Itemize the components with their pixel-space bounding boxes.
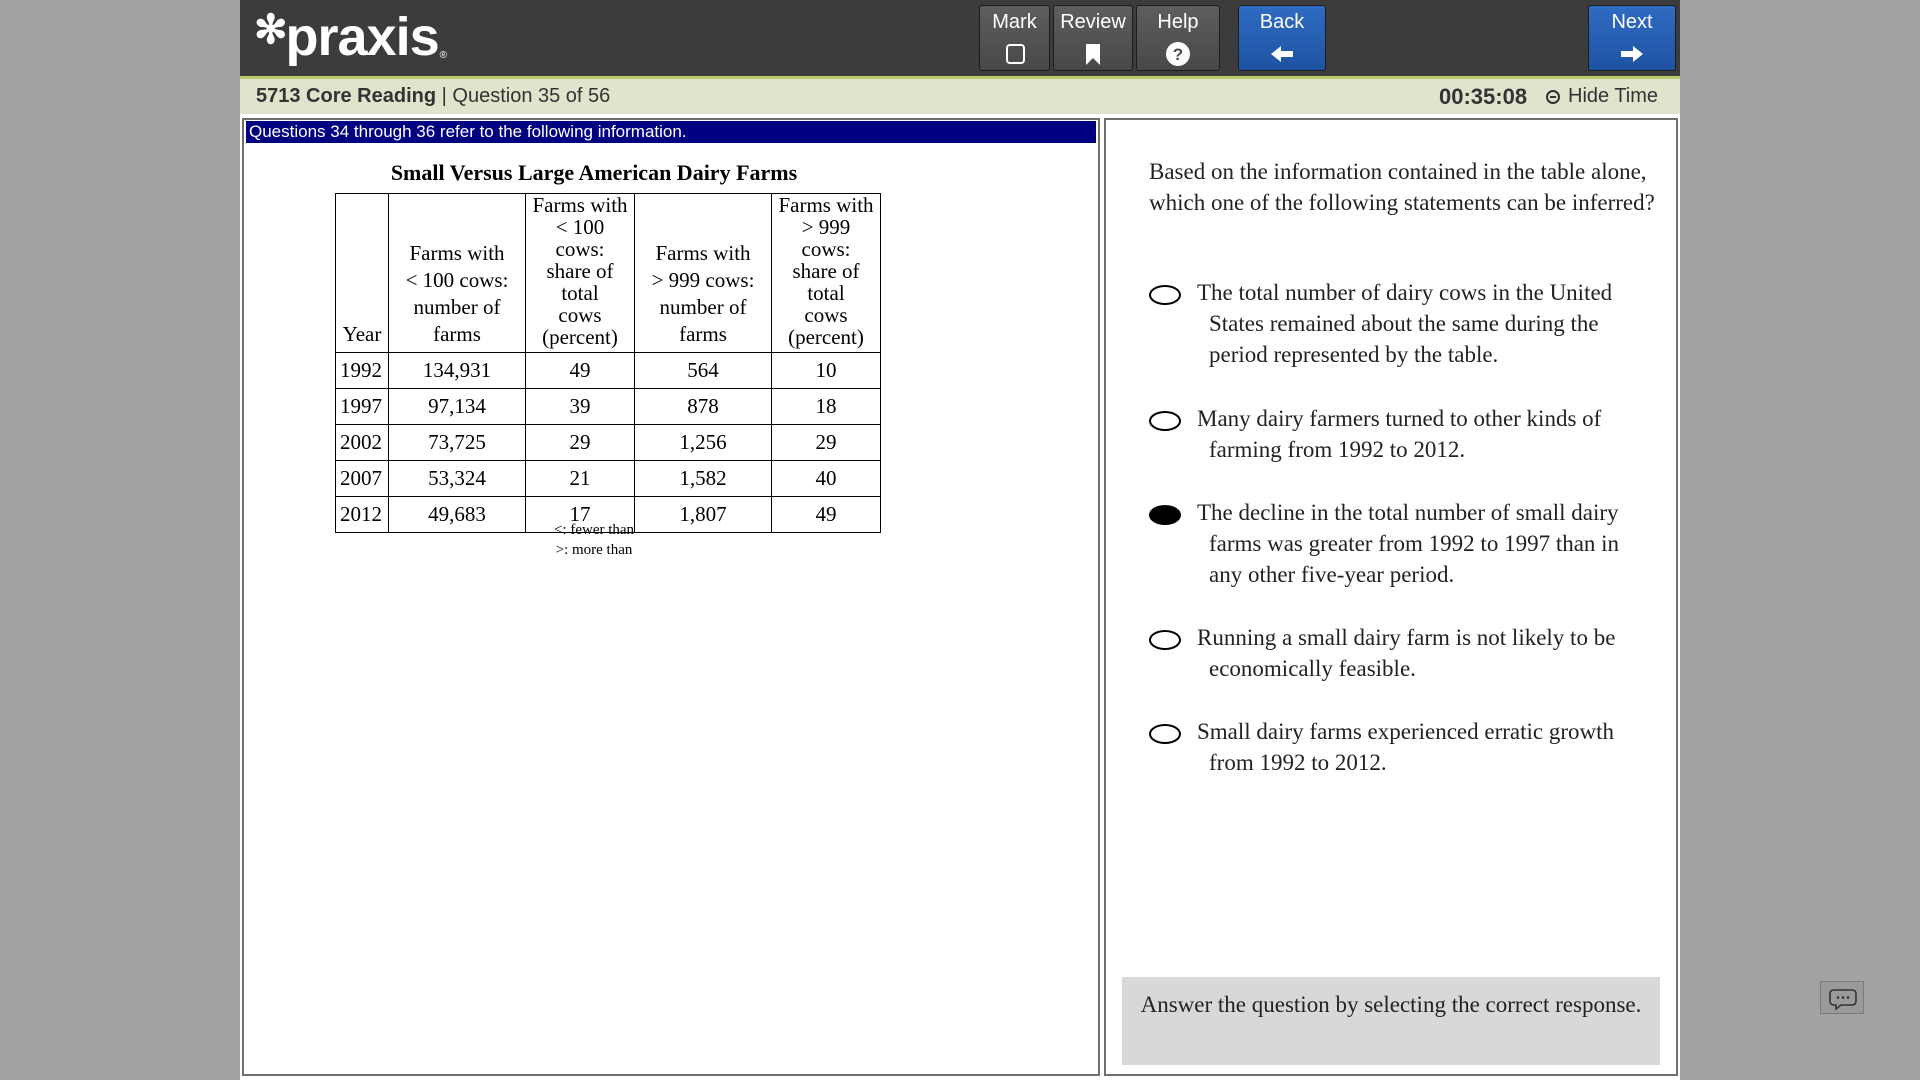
question-pane [1104,118,1678,1076]
title-separator: | [436,85,453,107]
table-cell: 17 [526,497,635,533]
table-cell: 97,134 [389,389,526,425]
answer-choice-text: Running a small dairy farm is not likely to be economically feasible. [1197,625,1616,681]
dairy-farms-table [335,193,881,533]
legend-fewer-than: <: fewer than [553,522,635,538]
table-cell: 1992 [336,353,389,389]
table-cell: 49,683 [389,497,526,533]
logo-registered-mark: ® [439,50,447,61]
mark-button[interactable] [979,5,1050,71]
table-cell: 878 [635,389,772,425]
table-cell: 21 [526,461,635,497]
help-button[interactable] [1136,5,1220,71]
table-title: Small Versus Large American Dairy Farms [390,160,798,185]
test-app [240,0,1680,1080]
table-row [336,389,881,425]
answer-choice-a[interactable] [1149,277,1649,370]
svg-text:?: ? [1172,45,1184,64]
table-legend [244,520,944,560]
test-title [256,85,610,108]
legend-more-than: >: more than [555,542,633,558]
column-header-large-farms-count: Farms with > 999 cows: number of farms [635,194,772,353]
column-header-large-farms-share: Farms with > 999 cows: share of total cows (percent) [772,194,881,353]
answer-choice-text: Many dairy farmers turned to other kinds of farming from 1992 to 2012. [1197,406,1602,462]
next-button-label: Next [1611,11,1653,33]
passage-directions: Questions 34 through 36 refer to the following information. [246,121,1096,143]
table-row [336,425,881,461]
bookmark-icon [1079,40,1107,68]
back-button-label: Back [1259,11,1305,33]
table-cell: 10 [772,353,881,389]
table-cell: 29 [526,425,635,461]
column-header-year: Year [336,194,389,353]
timer: 00:35:08 [1439,84,1528,109]
answer-choice-e[interactable] [1149,716,1649,778]
table-cell: 1997 [336,389,389,425]
question-stem: Based on the information contained in the table alone, which one of the following statements can be inferred? [1149,159,1655,215]
chat-button[interactable] [1820,981,1864,1014]
table-cell: 2002 [336,425,389,461]
header-bar [240,0,1680,76]
table-header-row [336,194,881,353]
table-cell: 1,582 [635,461,772,497]
table-cell: 564 [635,353,772,389]
review-button-label: Review [1060,11,1126,33]
hide-time-toggle[interactable] [1546,85,1658,108]
hide-time-label: Hide Time [1568,85,1659,107]
chat-bubble-icon [1821,982,1865,1015]
arrow-left-icon [1268,40,1296,68]
table-cell: 40 [772,461,881,497]
radio-button-selected-icon[interactable] [1149,505,1181,525]
radio-button-icon[interactable] [1149,411,1181,431]
answer-choice-d[interactable] [1149,622,1649,684]
back-button[interactable] [1238,5,1326,71]
table-row [336,461,881,497]
table-cell: 134,931 [389,353,526,389]
arrow-right-icon [1618,40,1646,68]
question-circle-icon [1164,40,1192,68]
checkbox-icon [1001,40,1029,68]
radio-button-icon[interactable] [1149,630,1181,650]
table-cell: 2012 [336,497,389,533]
next-button[interactable] [1588,5,1676,71]
radio-button-icon[interactable] [1149,724,1181,744]
answer-choice-text: The decline in the total number of small dairy farms was greater from 1992 to 1997 than in any other five-year period. [1197,500,1620,587]
radio-button-icon[interactable] [1149,285,1181,305]
mark-button-label: Mark [992,11,1037,33]
answer-choice-c[interactable] [1149,497,1649,590]
table-cell: 2007 [336,461,389,497]
answer-choice-b[interactable] [1149,403,1649,465]
table-cell: 49 [772,497,881,533]
logo-text: praxis [285,7,439,67]
table-row [336,353,881,389]
logo-star: ✻ [254,8,288,52]
table-cell: 1,256 [635,425,772,461]
praxis-logo [254,6,447,70]
table-cell: 18 [772,389,881,425]
table-cell: 1,807 [635,497,772,533]
answer-choice-text: The total number of dairy cows in the United States remained about the same during the period represented by the table. [1197,280,1613,367]
test-name: 5713 Core Reading [256,85,437,107]
review-button[interactable] [1053,5,1133,71]
passage-pane [242,118,1100,1076]
minus-circle-icon [1546,90,1560,104]
column-header-small-farms-share: Farms with < 100 cows: share of total cows (percent) [526,194,635,353]
table-cell: 39 [526,389,635,425]
table-cell: 53,324 [389,461,526,497]
table-cell: 49 [526,353,635,389]
table-cell: 73,725 [389,425,526,461]
column-header-small-farms-count: Farms with < 100 cows: number of farms [389,194,526,353]
help-button-label: Help [1157,11,1199,33]
answer-choice-text: Small dairy farms experienced erratic growth from 1992 to 2012. [1197,719,1615,775]
table-cell: 29 [772,425,881,461]
info-bar [240,76,1680,114]
answer-instruction: Answer the question by selecting the correct response. [1122,977,1660,1065]
question-progress: Question 35 of 56 [452,85,611,107]
